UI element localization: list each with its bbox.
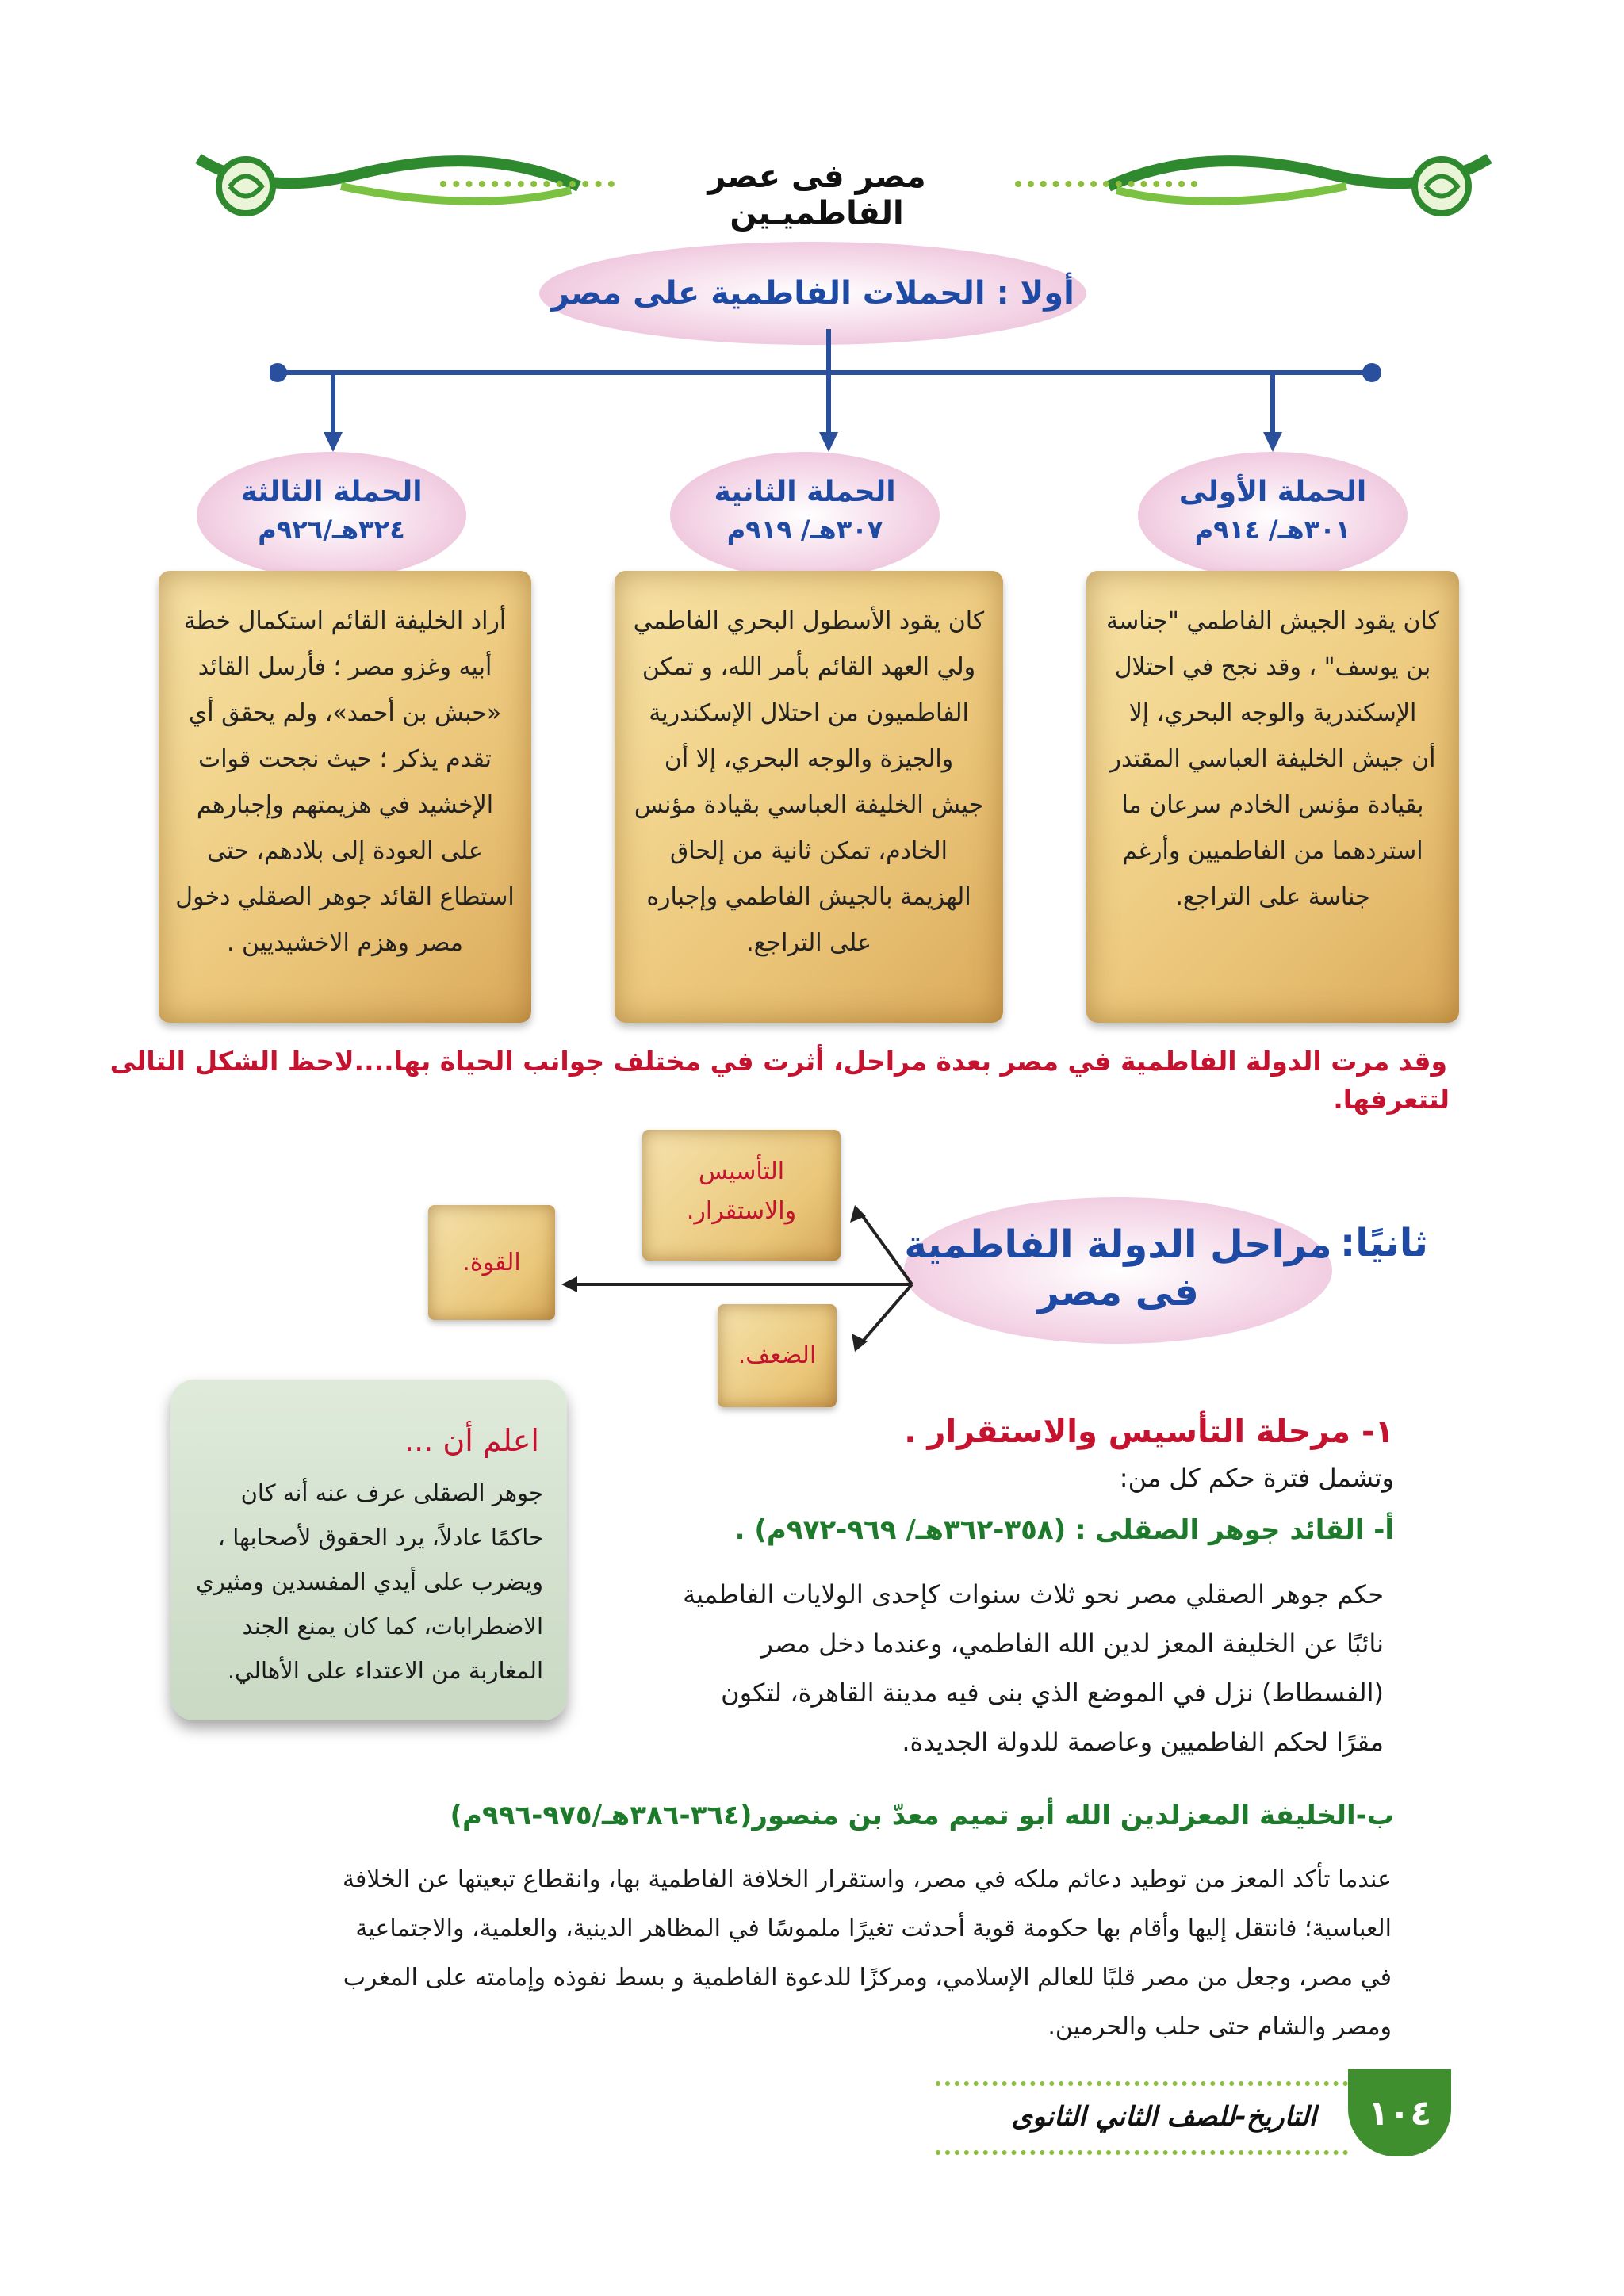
campaign-3-line: الإخشيد في هزيمتهم وإجبارهم — [196, 791, 494, 819]
campaign-2-line: ولي العهد القائم بأمر الله، و تمكن — [642, 653, 976, 681]
page-header-title: مصر فى عصر الفاطميـين — [707, 159, 926, 232]
note-text — [194, 1471, 543, 1693]
campaign-1-header — [1138, 452, 1408, 579]
transition-text-line2: لتتعرفها. — [1333, 1084, 1450, 1115]
phase1-a-line: حكم جوهر الصقلي مصر نحو ثلاث سنوات كإحدى الولايات الفاطمية — [683, 1579, 1384, 1609]
campaign-1-text — [1094, 599, 1451, 920]
note-title: اعلم أن ... — [404, 1423, 539, 1458]
campaign-1-line: بقيادة مؤنس الخادم سرعان ما — [1121, 791, 1424, 819]
phase1-a-heading: أ- القائد جوهر الصقلى : (٣٥٨-٣٦٢هـ/ ٩٦٩-٩٧٢م) . — [734, 1514, 1394, 1546]
campaign-3-name: الحملة الثالثة — [240, 476, 423, 508]
campaign-3-line: مصر وهزم الاخشيديين . — [226, 929, 463, 957]
section1-title-text: أولا : الحملات الفاطمية على مصر — [551, 275, 1074, 312]
phase1-a-line: نائبًا عن الخليفة المعز لدين الله الفاطمي، وعندما دخل مصر — [760, 1628, 1384, 1659]
header-dots-left — [440, 181, 615, 193]
stage-strength-card — [428, 1205, 555, 1320]
phase1-a-line: مقرًا لحكم الفاطميين وعاصمة للدولة الجديدة. — [902, 1727, 1384, 1757]
campaign-2-line: الفاطميون من احتلال الإسكندرية — [649, 699, 969, 727]
campaigns-connector — [270, 325, 1404, 460]
section2-title — [904, 1197, 1332, 1344]
phase1-intro: وتشمل فترة حكم كل من: — [1119, 1463, 1394, 1493]
campaign-2-line: الخادم، تمكن ثانية من إلحاق — [670, 837, 948, 865]
stage-foundation-label-2: والاستقرار. — [686, 1197, 797, 1225]
campaign-2-line: والجيزة والوجه البحري، إلا أن — [664, 745, 954, 773]
campaign-3-line: استطاع القائد جوهر الصقلي دخول — [175, 883, 515, 911]
stage-weakness-label: الضعف. — [737, 1341, 817, 1369]
campaign-3-text — [163, 599, 527, 966]
footer-dots-bottom — [936, 2150, 1348, 2155]
phase1-a-text — [591, 1570, 1384, 1766]
campaign-2-line: جيش الخليفة العباسي بقيادة مؤنس — [634, 791, 984, 819]
phase1-heading: ١- مرحلة التأسيس والاستقرار . — [904, 1414, 1394, 1450]
phase1-b-line: ومصر والشام حتى حلب والحرمين. — [1048, 2013, 1392, 2041]
section2-prefix: ثانيًا: — [1340, 1221, 1428, 1265]
campaign-2-line: على التراجع. — [746, 929, 871, 957]
campaign-2-name: الحملة الثانية — [714, 476, 896, 508]
transition-text-line1: وقد مرت الدولة الفاطمية في مصر بعدة مراحل، أثرت في مختلف جوانب الحياة بها....لاحظ الشكل التالى — [109, 1046, 1447, 1077]
campaign-3-header — [197, 452, 466, 579]
campaign-3-line: أراد الخليفة القائم استكمال خطة — [183, 607, 507, 635]
stage-weakness-card — [718, 1304, 837, 1407]
footer-book-title: التاريخ-للصف الثاني الثانوى — [1011, 2101, 1316, 2133]
campaign-1-date: ٣٠١هـ/ ٩١٤م — [1194, 515, 1351, 545]
header-dots-right — [1015, 181, 1197, 193]
note-line: المغاربة من الاعتداء على الأهالي. — [227, 1657, 543, 1684]
phase1-b-text — [190, 1855, 1392, 2052]
page-number: ١٠٤ — [1367, 2093, 1432, 2133]
campaign-3-line: «حبش بن أحمد»، ولم يحقق أي — [188, 699, 502, 727]
note-line: ويضرب على أيدي المفسدين ومثيري — [196, 1568, 543, 1595]
footer-dots-top — [936, 2081, 1348, 2086]
campaign-2-header — [670, 452, 940, 579]
phase1-b-line: عندما تأكد المعز من توطيد دعائم ملكه في مصر، واستقرار الخلافة الفاطمية بها، وانقطاع تبعيتها عن الخلافة — [342, 1866, 1392, 1893]
phase1-b-line: في مصر، وجعل من مصر قلبًا للعالم الإسلامي، ومركزًا للدعوة الفاطمية و بسط نفوذه وإمامته على المغرب — [343, 1964, 1392, 1992]
note-line: جوهر الصقلى عرف عنه أنه كان — [240, 1479, 543, 1506]
campaign-1-line: أن جيش الخليفة العباسي المقتدر — [1109, 745, 1436, 773]
note-line: الاضطرابات، كما كان يمنع الجند — [242, 1613, 543, 1640]
campaign-2-line: الهزيمة بالجيش الفاطمي وإجباره — [646, 883, 971, 911]
phase1-a-line: (الفسطاط) نزل في الموضع الذي بنى فيه مدينة القاهرة، لتكون — [721, 1678, 1384, 1708]
campaign-3-line: على العودة إلى بلادهم، حتى — [207, 837, 483, 865]
stage-foundation-label-1: التأسيس — [698, 1158, 785, 1185]
campaign-3-date: ٣٢٤هـ/٩٢٦م — [258, 515, 405, 545]
campaign-1-line: استردهما من الفاطميين وأرغم — [1122, 837, 1423, 865]
section2-title-line1: مراحل الدولة الفاطمية — [904, 1223, 1332, 1267]
campaign-1-line: الإسكندرية والوجه البحري، إلا — [1128, 699, 1417, 727]
campaign-2-text — [622, 599, 995, 966]
section2-title-line2: فى مصر — [1037, 1270, 1199, 1314]
note-line: حاكمًا عادلاً، يرد الحقوق لأصحابها ، — [217, 1524, 543, 1551]
stage-strength-label: القوة. — [462, 1249, 521, 1276]
campaign-2-line: كان يقود الأسطول البحري الفاطمي — [633, 607, 985, 635]
campaign-1-line: جناسة على التراجع. — [1175, 883, 1370, 911]
campaign-1-line: بن يوسف" ، وقد نجح في احتلال — [1114, 653, 1431, 681]
campaign-3-line: تقدم يذكر ؛ حيث نجحت قوات — [197, 745, 492, 773]
campaign-1-line: كان يقود الجيش الفاطمي "جناسة — [1106, 607, 1439, 635]
campaign-2-date: ٣٠٧هـ/ ٩١٩م — [726, 515, 883, 545]
campaign-3-line: أبيه وغزو مصر ؛ فأرسل القائد — [197, 653, 492, 681]
stage-foundation-card — [642, 1130, 841, 1261]
phase1-b-heading: ب-الخليفة المعزلدين الله أبو تميم معدّ بن منصور(٣٦٤-٣٨٦هـ/٩٧٥-٩٩٦م) — [450, 1800, 1394, 1831]
phase1-b-line: العباسية؛ فانتقل إليها وأقام بها حكومة قوية أحدثت تغيرًا ملموسًا في المظاهر الدينية، والعلمية، والاجتماعية — [355, 1915, 1392, 1942]
campaign-1-name: الحملة الأولى — [1178, 476, 1367, 508]
